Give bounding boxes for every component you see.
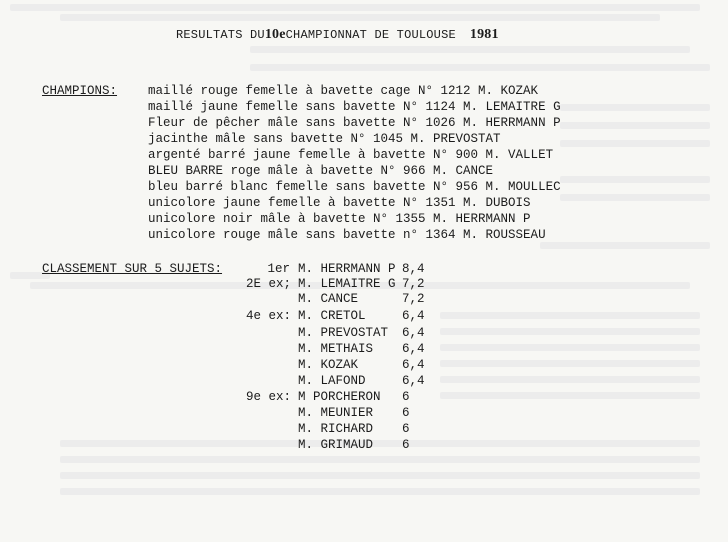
classement-row — [0, 262, 728, 278]
classement-row — [0, 342, 728, 358]
rank-cell: 2E ex; — [246, 277, 292, 291]
score-cell: 6,4 — [402, 309, 425, 323]
score-cell: 6,4 — [402, 342, 425, 356]
name-cell: M. CANCE — [298, 292, 359, 306]
page-title — [176, 27, 499, 43]
score-cell: 6 — [402, 390, 410, 404]
name-cell: M. LEMAITRE G — [298, 277, 396, 291]
rank-cell: 4e ex: — [246, 309, 292, 323]
title-suffix: CHAMPIONNAT DE TOULOUSE — [285, 28, 456, 42]
name-cell: M. PREVOSTAT — [298, 326, 389, 340]
champion-entry: bleu barré blanc femelle sans bavette N° 956 M. MOULLEC — [148, 180, 561, 194]
score-cell: 8,4 — [402, 262, 425, 276]
rank-cell: 1er — [267, 262, 290, 276]
champions-label: CHAMPIONS: — [42, 84, 118, 98]
champion-entry: Fleur de pêcher mâle sans bavette N° 1026 M. HERRMANN P — [148, 116, 561, 130]
title-year: 1981 — [469, 27, 499, 42]
name-cell: M PORCHERON — [298, 390, 381, 404]
champion-entry: BLEU BARRE roge mâle à bavette N° 966 M. CANCE — [148, 164, 494, 178]
classement-row — [0, 309, 728, 325]
rank-cell: 9e ex: — [246, 390, 292, 404]
score-cell: 6,4 — [402, 358, 425, 372]
score-cell: 6 — [402, 438, 410, 452]
score-cell: 6,4 — [402, 326, 425, 340]
classement-row — [0, 422, 728, 438]
name-cell: M. MEUNIER — [298, 406, 374, 420]
classement-row — [0, 390, 728, 406]
name-cell: M. RICHARD — [298, 422, 374, 436]
classement-row — [0, 292, 728, 308]
classement-row — [0, 374, 728, 390]
score-cell: 7,2 — [402, 277, 425, 291]
classement-label: CLASSEMENT SUR 5 SUJETS: — [42, 262, 223, 276]
champion-entry: unicolore noir mâle à bavette N° 1355 M. HERRMANN P — [148, 212, 531, 226]
name-cell: M. KOZAK — [298, 358, 359, 372]
title-prefix: RESULTATS DU — [176, 28, 265, 42]
name-cell: M. GRIMAUD — [298, 438, 374, 452]
champion-entry: jacinthe mâle sans bavette N° 1045 M. PREVOSTAT — [148, 132, 501, 146]
name-cell: M. CRETOL — [298, 309, 366, 323]
classement-row — [0, 326, 728, 342]
score-cell: 6,4 — [402, 374, 425, 388]
score-cell: 6 — [402, 422, 410, 436]
title-edition: 10e — [264, 27, 286, 42]
name-cell: M. HERRMANN P — [298, 262, 396, 276]
champion-entry: argenté barré jaune femelle à bavette N° 900 M. VALLET — [148, 148, 554, 162]
champion-entry: maillé rouge femelle à bavette cage N° 1212 M. KOZAK — [148, 84, 539, 98]
name-cell: M. METHAIS — [298, 342, 374, 356]
classement-row — [0, 406, 728, 422]
classement-row — [0, 277, 728, 293]
score-cell: 7,2 — [402, 292, 425, 306]
champion-entry: unicolore jaune femelle à bavette N° 1351 M. DUBOIS — [148, 196, 531, 210]
score-cell: 6 — [402, 406, 410, 420]
name-cell: M. LAFOND — [298, 374, 366, 388]
classement-row — [0, 358, 728, 374]
classement-row — [0, 438, 728, 454]
champion-entry: maillé jaune femelle sans bavette N° 1124 M. LEMAITRE G — [148, 100, 561, 114]
champion-entry: unicolore rouge mâle sans bavette n° 1364 M. ROUSSEAU — [148, 228, 546, 242]
